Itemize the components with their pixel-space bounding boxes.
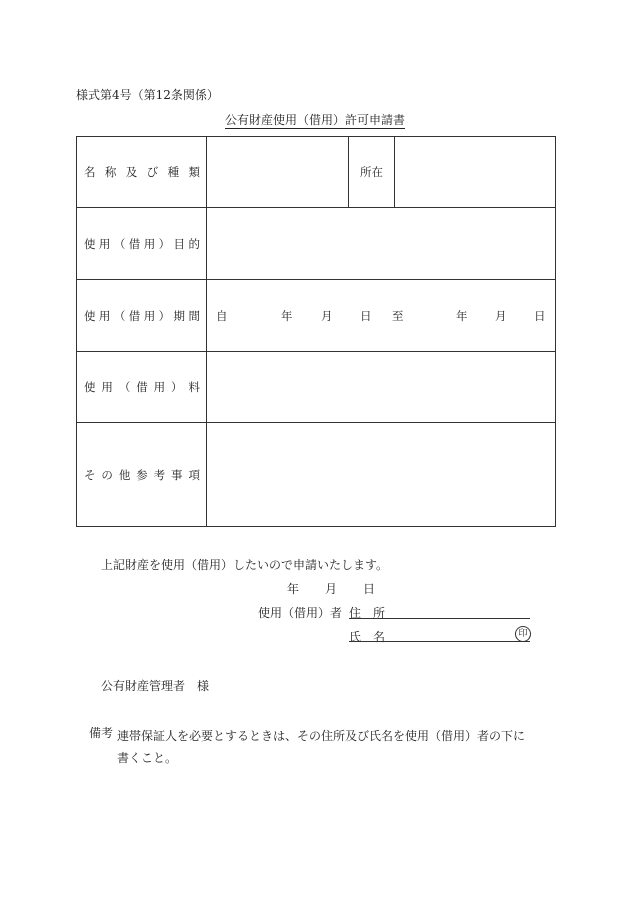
label-char: （	[113, 308, 126, 323]
label-char: ）	[158, 308, 171, 323]
field-location[interactable]	[395, 137, 556, 208]
period-year-2: 年	[456, 308, 468, 323]
application-statement: 上記財産を使用（借用）したいので申請いたします。	[101, 558, 389, 572]
row-purpose	[77, 208, 556, 280]
label-char: び	[146, 165, 159, 179]
label-fee	[77, 352, 207, 423]
label-location: 所在	[349, 137, 395, 208]
label-char: 項	[188, 467, 200, 482]
row-period	[77, 280, 556, 352]
address-label: 住 所	[349, 606, 386, 620]
field-fee[interactable]	[207, 352, 556, 423]
label-char: 用	[98, 308, 111, 323]
field-purpose[interactable]	[207, 208, 556, 280]
label-char: 使	[84, 308, 96, 323]
addressee: 公有財産管理者 様	[101, 679, 210, 693]
label-char: の	[101, 467, 113, 482]
label-char: 期	[173, 308, 186, 323]
label-other	[77, 423, 207, 527]
label-char: 名	[84, 165, 96, 179]
period-to: 至	[392, 308, 404, 323]
label-char: 的	[188, 236, 200, 251]
label-period	[77, 280, 207, 352]
note-heading: 備考	[89, 726, 114, 740]
label-char: 用	[153, 380, 166, 394]
note-line-1: 連帯保証人を必要とするときは、その住所及び氏名を使用（借用）者の下に	[117, 729, 526, 743]
label-char: ）	[171, 380, 183, 394]
label-char: 種	[167, 165, 180, 179]
period-day-1: 日	[360, 308, 372, 323]
label-char: 事	[171, 467, 183, 482]
label-char: そ	[84, 467, 96, 482]
label-char: 参	[136, 467, 148, 482]
field-other[interactable]	[207, 423, 556, 527]
row-fee	[77, 352, 556, 423]
label-char: 考	[153, 467, 166, 482]
label-char: （	[118, 380, 131, 394]
label-char: ）	[158, 236, 171, 251]
period-fields	[207, 280, 555, 351]
label-char: 使	[84, 380, 96, 394]
row-other	[77, 423, 556, 527]
label-char: 及	[125, 165, 138, 179]
seal-mark: 印	[515, 626, 531, 642]
label-char: 用	[98, 236, 111, 251]
period-month-1: 月	[321, 308, 333, 323]
label-char: 目	[173, 236, 186, 251]
label-char: 間	[188, 308, 200, 323]
field-name-type[interactable]	[207, 137, 349, 208]
name-label: 氏 名	[349, 630, 386, 644]
period-year-1: 年	[281, 308, 293, 323]
date-month: 月	[325, 582, 338, 596]
label-char: 用	[143, 308, 156, 323]
row-name-type	[77, 137, 556, 208]
label-char: 他	[118, 467, 131, 482]
form-number: 様式第4号（第12条関係）	[76, 88, 219, 102]
label-char: 用	[101, 380, 113, 394]
application-table	[76, 136, 556, 527]
label-name-type	[77, 137, 207, 208]
document-title	[0, 111, 630, 128]
label-char: 借	[128, 308, 141, 323]
period-from: 自	[216, 308, 228, 323]
label-char: 料	[188, 380, 200, 394]
label-char: 借	[136, 380, 148, 394]
label-char: 類	[188, 165, 200, 179]
date-day: 日	[363, 582, 376, 596]
label-char: （	[113, 236, 126, 251]
period-month-2: 月	[495, 308, 507, 323]
label-purpose	[77, 208, 207, 280]
document-title-text: 公有財産使用（借用）許可申請書	[224, 113, 405, 127]
period-day-2: 日	[534, 308, 546, 323]
label-char: 借	[128, 236, 141, 251]
label-char: 称	[104, 165, 117, 179]
date-year: 年	[287, 582, 300, 596]
applicant-label: 使用（借用）者	[258, 606, 343, 620]
note-line-2: 書くこと。	[117, 751, 178, 765]
field-period[interactable]	[207, 280, 556, 352]
name-field[interactable]	[349, 641, 530, 642]
label-char: 用	[143, 236, 156, 251]
label-char: 使	[84, 236, 96, 251]
address-field[interactable]	[349, 618, 530, 619]
